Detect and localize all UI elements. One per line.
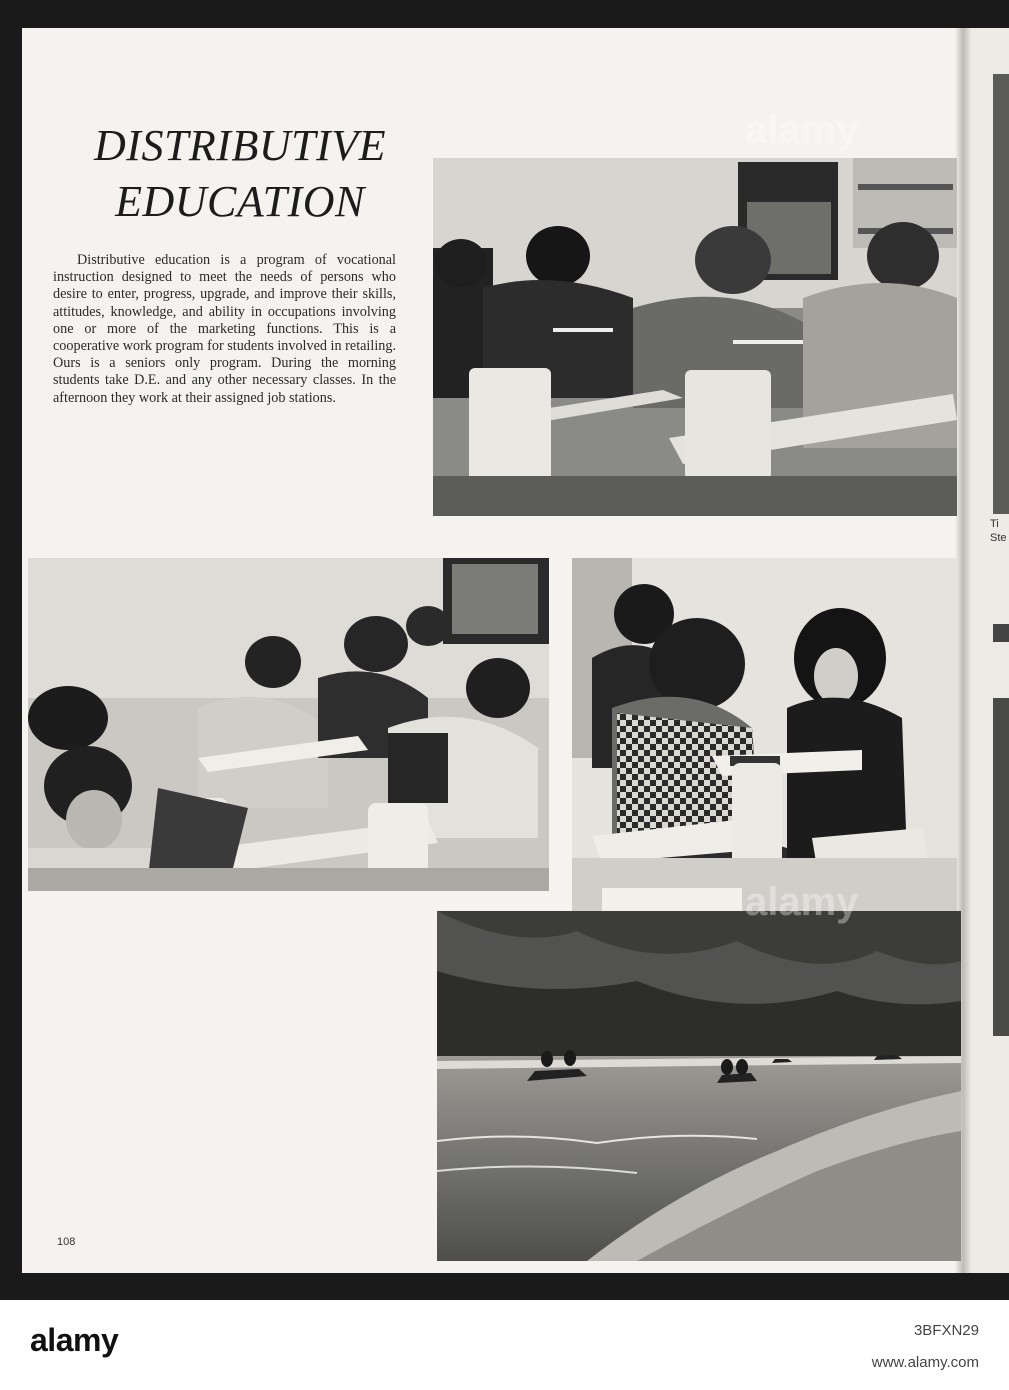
title-line-1: DISTRIBUTIVE (94, 121, 386, 170)
page-number: 108 (57, 1236, 76, 1248)
classroom-students-writing-illustration (433, 158, 957, 516)
facing-page-caption-line-2: Ste (990, 532, 1007, 544)
facing-page-photo-small (993, 624, 1009, 642)
article-body: Distributive education is a program of vocational instruction designed to meet the needs of persons who desire to enter, progress, upgrade, and improve their skills, attitudes, knowledge, and ability in occupations involving one or more of the marketing functions. This is a cooperative work program for students involved in retailing. Ours is a seniors only program. During the morning students take D.E. and any other necessary classes. In the afternoon they work at their assigned job stations. (53, 252, 396, 406)
classroom-students-desks-photo (28, 558, 549, 891)
watermark-overlay: alamy (745, 108, 859, 152)
page-title (60, 118, 420, 230)
image-id-label: 3BFXN29 (913, 1322, 979, 1339)
watermark-footer (0, 1300, 1009, 1390)
classroom-students-desks-illustration (28, 558, 549, 891)
river-canoes-illustration (437, 911, 961, 1261)
river-canoes-photo (437, 911, 961, 1261)
classroom-students-writing-photo (433, 158, 957, 516)
facing-page-caption-line-1: Ti (990, 518, 999, 530)
students-conversation-illustration (572, 558, 957, 928)
facing-page-photo-bottom (993, 698, 1009, 1036)
alamy-logo: alamy (30, 1322, 119, 1358)
students-conversation-photo (572, 558, 957, 928)
title-line-2: EDUCATION (115, 177, 365, 226)
stock-url-label: www.alamy.com (871, 1354, 979, 1371)
watermark-overlay: alamy (745, 880, 859, 924)
facing-page-photo-top (993, 74, 1009, 514)
